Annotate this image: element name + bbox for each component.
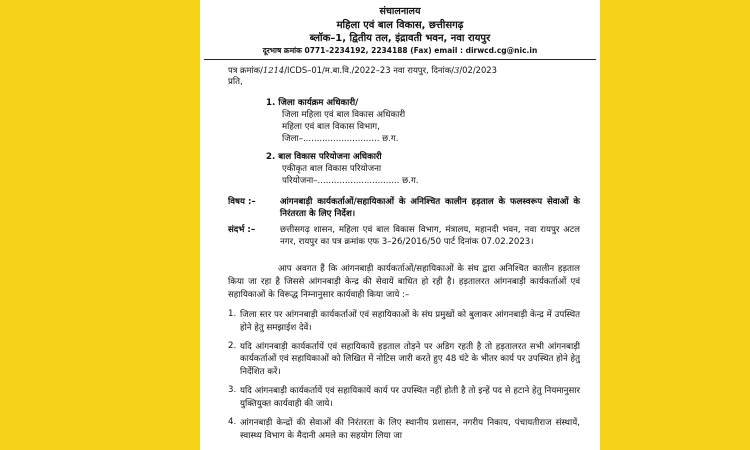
list-item xyxy=(228,309,580,335)
recipient-1-line-3: जिला–............................ छ.ग. xyxy=(282,133,399,144)
document-page xyxy=(200,0,600,450)
item-number: 3. xyxy=(228,385,237,396)
body-paragraph: आप अवगत हैं कि आंगनबाड़ी कार्यकर्ताओं/सहायिकाओं के संघ द्वारा अनिश्चित कालीन हड़ताल किया जा रहा है जिससे आंगनबाड़ी केन्द्र की सेवायें बाधित हो रही है। हड़तालरत आंगनबाड़ी कार्यकर्ताओं एवं सहायिकाओं के विरूद्ध निम्नानुसार कार्यवाही किया जाये :– xyxy=(228,263,580,301)
department-name: महिला एवं बाल विकास, छत्तीसगढ़ xyxy=(336,19,464,31)
recipient-1-title: 1. जिला कार्यक्रम अधिकारी/ xyxy=(266,98,359,109)
contact-line: दूरभाष क्रमांक 0771–2234192, 2234188 (Fax) email : dirwcd.cg@nic.in xyxy=(262,45,538,55)
item-number: 2. xyxy=(228,340,237,351)
ref-prefix: पत्र क्रमांक/ xyxy=(228,64,263,75)
ref-middle: /ICDS–01/म.बा.वि./2022–23 नवा रायपुर, दिनांक/ xyxy=(284,64,454,75)
reference-text: छत्तीसगढ़ शासन, महिला एवं बाल विकास विभाग, मंत्रालय, महानदी भवन, नवा रायपुर अटल नगर, रायपुर का पत्र क्रमांक एफ 3–26/2016/50 पार्ट दिनांक 07.02.2023। xyxy=(280,225,580,247)
office-name: संचालनालय xyxy=(379,6,421,17)
subject-label: विषय :– xyxy=(228,197,256,208)
prati-label: प्रति, xyxy=(228,76,243,87)
recipient-2-line-2: परियोजना–.............................. छ.ग. xyxy=(282,175,419,186)
office-address: ब्लॉक–1, द्वितीय तल, इंद्रावती भवन, नवा रायपुर xyxy=(309,33,491,45)
letterhead xyxy=(200,6,600,56)
list-item xyxy=(228,341,580,380)
item-text: यदि आंगनबाड़ी कार्यकर्तायें एवं सहायिकायें कार्य पर उपस्थित नहीं होती है तो इन्हें पद से हटाने हेतु नियमानुसार युक्तियुक्त कार्यवाही की जाये। xyxy=(240,386,580,410)
list-item xyxy=(228,417,580,443)
recipient-1-line-2: महिला एवं बाल विकास विभाग, xyxy=(282,122,380,133)
letter-reference xyxy=(200,65,600,77)
subject-text: आंगनबाड़ी कार्यकर्ताओं/सहायिकाओं के अनिश्चित कालीन हड़ताल के फलस्वरूप सेवाओं के निरंतरता के लिए निर्देश। xyxy=(280,197,580,220)
list-item xyxy=(228,385,580,411)
ref-date-rest: /02/2023 xyxy=(459,64,497,75)
recipient-2-title: 2. बाल विकास परियोजना अधिकारी xyxy=(266,151,382,162)
reference-label: संदर्भ :– xyxy=(228,225,256,236)
item-text: आंगनबाड़ी केन्द्रों की सेवाओं की निरंतरता के लिए स्थानीय प्रशासन, नगरीय निकाय, पंचायतीराज संस्थायें, स्वास्थ्य विभाग के मैदानी अमले का सहयोग लिया जा xyxy=(240,418,580,441)
item-text: जिला स्तर पर आंगनबाड़ी कार्यकर्ताओं एवं सहायिकाओं के संघ प्रमुखों को बुलाकर आंगनबाड़ी केन्द्र में उपस्थित होने हेतु समझाईश देवें। xyxy=(240,309,580,333)
instruction-list xyxy=(200,309,600,443)
recipients-block xyxy=(200,98,600,187)
ref-date-handwritten: 3 xyxy=(454,64,460,75)
item-number: 4. xyxy=(228,417,237,428)
recipient-1-line-1: जिला महिला एवं बाल विकास अधिकारी xyxy=(282,110,406,121)
subject-block xyxy=(200,197,600,221)
ref-number-handwritten: 1214 xyxy=(262,64,285,75)
reference-block xyxy=(200,225,600,249)
recipient-2-line-1: एकीकृत बाल विकास परियोजना xyxy=(282,163,382,174)
header-divider xyxy=(204,59,596,60)
item-text: यदि आंगनबाड़ी कार्यकर्तायें एवं सहायिकायें हड़ताल तोड़ने पर अडिग रहती है तो हड़तालरत सभी आंगनबाड़ी कार्यकर्ताओं एवं सहायिकाओं को लिखित में नोटिस जारी करते हुए 48 घंटे के भीतर कार्य पर उपस्थित होने हेतु निर्देशित करें। xyxy=(240,341,580,378)
item-number: 1. xyxy=(228,308,237,319)
